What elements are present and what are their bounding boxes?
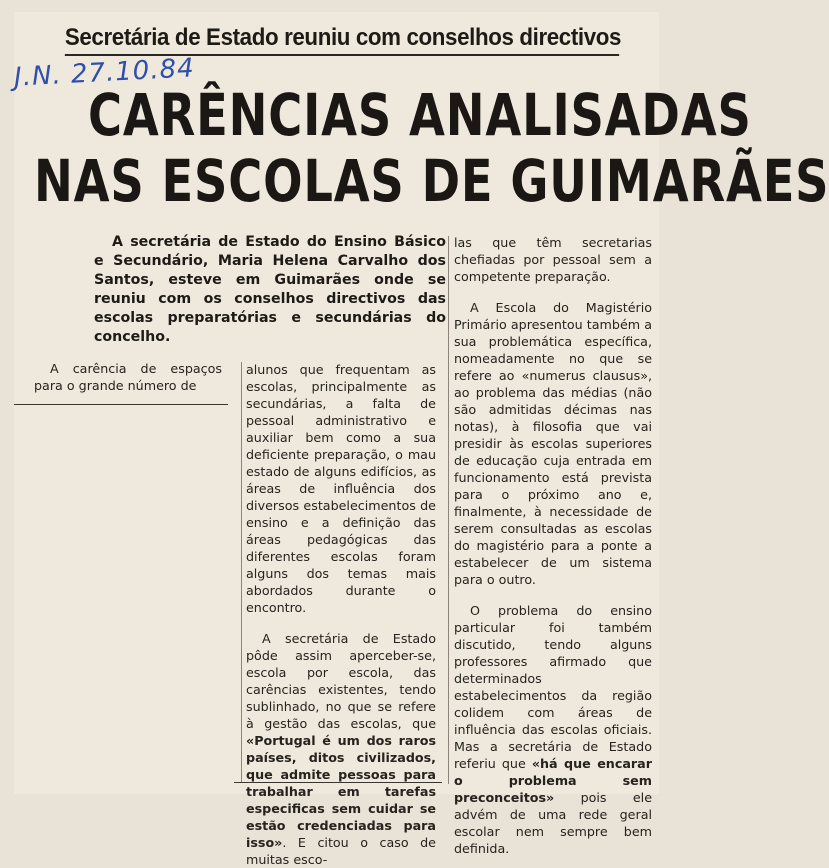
paragraph: alunos que frequentam as escolas, principalmente as secundárias, a falta de pessoal administrativo e auxiliar bem como a sua deficiente preparação, o mau estado de alguns edifícios, as áreas de influência dos diversos estabelecimentos de ensino e a definição das áreas pedagógicas das diferentes escolas foram alguns dos temas mais abordados durante o encontro. xyxy=(246,362,436,615)
paragraph: A Escola do Magistério Primário apresentou também a sua problemática específica, nomeadamente no que se refere ao «numerus clausus», ao problema das médias (não são admitidas décimas nas notas), à filosofia que vai presidir às escolas superiores de educação cuja entrada em funcionamento está prevista para o próximo ano e, finalmente, à necessidade de serem consultadas as escolas do magistério para a ponte a estabelecer de um sistema para o outro. xyxy=(454,300,652,587)
text-run: O problema do ensino particular foi também discutido, tendo alguns professores afirmado que determinados estabelecimentos da região colidem com áreas de influência das escolas oficiais. Mas a secretária de Estado referiu que xyxy=(454,603,652,771)
quote-bold: «Portugal é um dos raros países, ditos civilizados, que admite pessoas para trabalhar em tarefas especificas sem cuidar se estão credenciadas para isso» xyxy=(246,733,436,850)
headline-line-2: NAS ESCOLAS DE GUIMARÃES xyxy=(34,147,829,215)
text-run: . E citou o caso de muitas esco- xyxy=(246,835,436,867)
column-divider xyxy=(14,404,228,405)
quote-bold: «há que encarar o problema sem preconceitos» xyxy=(454,756,652,805)
article-lead: A secretária de Estado do Ensino Básico e Secundário, Maria Helena Carvalho dos Santos, esteve em Guimarães onde se reuniu com os conselhos directivos das escolas preparatórias e secundárias do concelho. xyxy=(94,234,446,345)
paragraph xyxy=(246,630,436,868)
column-3 xyxy=(454,234,652,857)
column-divider xyxy=(234,782,442,783)
paragraph xyxy=(454,602,652,857)
column-2 xyxy=(246,361,436,868)
column-1 xyxy=(34,360,222,394)
paragraph: las que têm secretarias chefiadas por pessoal sem a competente preparação. xyxy=(454,235,652,284)
column-rule xyxy=(241,362,242,782)
text-run: A secretária de Estado pôde assim aperceber-se, escola por escola, das carências existentes, tendo sublinhado, no que se refere à gestão das escolas, que xyxy=(246,631,436,731)
paragraph: A carência de espaços para o grande número de xyxy=(34,361,222,393)
handwritten-date-note: J.N. 27.10.84 xyxy=(13,53,196,93)
article-kicker: Secretária de Estado reuniu com conselhos directivos xyxy=(65,24,619,56)
headline-line-1: CARÊNCIAS ANALISADAS xyxy=(88,81,752,149)
text-run: pois ele advém de uma rede geral escolar nem sempre bem definida. xyxy=(454,790,652,856)
column-rule xyxy=(448,236,449,784)
